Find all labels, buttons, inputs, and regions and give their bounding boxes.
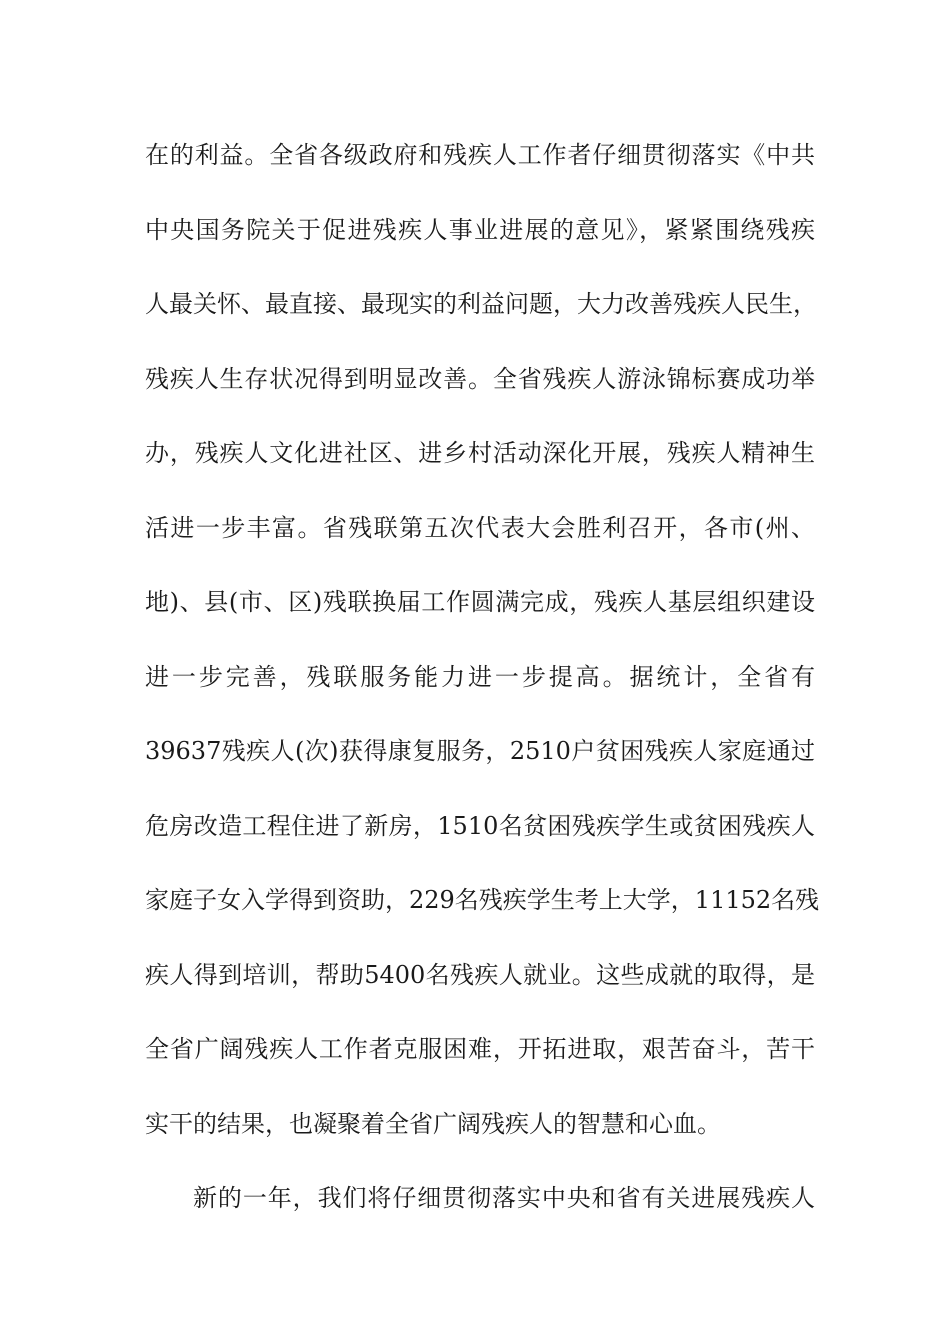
text-line: 进一步完善，残联服务能力进一步提高。据统计，全省有 xyxy=(145,662,815,691)
body-text xyxy=(145,131,820,1249)
text-line: 办，残疾人文化进社区、进乡村活动深化开展，残疾人精神生 xyxy=(145,439,815,467)
text-line: 人最关怀、最直接、最现实的利益问题，大力改善残疾人民生， xyxy=(145,290,817,318)
text-line: 危房改造工程住进了新房，1510名贫困残疾学生或贫困残疾人 xyxy=(145,811,815,840)
text-line-paragraph-end: 实干的结果，也凝聚着全省广阔残疾人的智慧和心血。 xyxy=(145,1109,721,1138)
text-line: 活进一步丰富。省残联第五次代表大会胜利召开，各市(州、 xyxy=(145,513,815,542)
text-line: 39637残疾人(次)获得康复服务，2510户贫困残疾人家庭通过 xyxy=(145,737,815,765)
text-line: 地)、县(市、区)残联换届工作圆满完成，残疾人基层组织建设 xyxy=(145,588,815,616)
text-line: 全省广阔残疾人工作者克服困难，开拓进取，艰苦奋斗，苦干 xyxy=(145,1035,815,1063)
text-line: 在的利益。全省各级政府和残疾人工作者仔细贯彻落实《中共 xyxy=(145,141,815,169)
text-line: 残疾人生存状况得到明显改善。全省残疾人游泳锦标赛成功举 xyxy=(145,364,815,393)
text-line: 家庭子女入学得到资助，229名残疾学生考上大学，11152名残 xyxy=(145,886,820,914)
text-line-paragraph-start: 新的一年，我们将仔细贯彻落实中央和省有关进展残疾人 xyxy=(193,1184,815,1212)
text-line: 疾人得到培训，帮助5400名残疾人就业。这些成就的取得，是 xyxy=(145,960,815,989)
text-line: 中央国务院关于促进残疾人事业进展的意见》，紧紧围绕残疾 xyxy=(145,215,815,244)
